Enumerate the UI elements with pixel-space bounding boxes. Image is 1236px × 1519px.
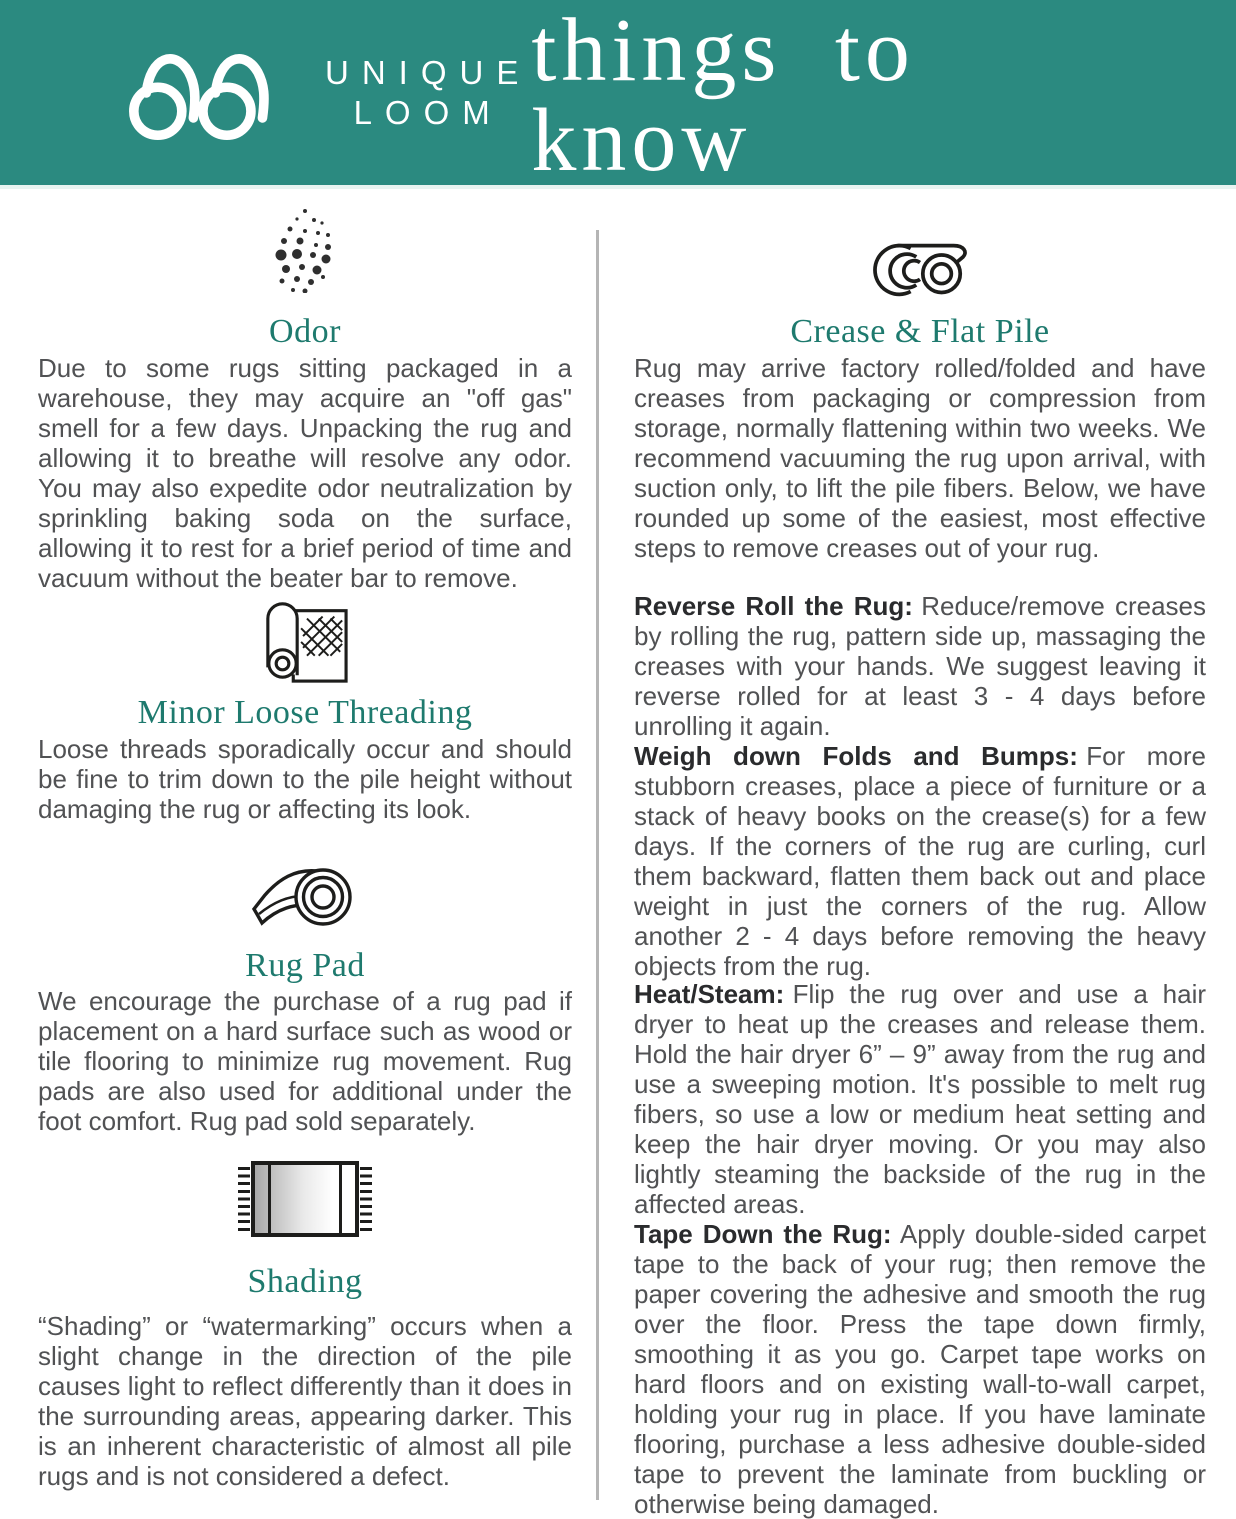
section-heading-rugpad: Rug Pad [245, 947, 365, 984]
rug-fringe-right [360, 1167, 372, 1231]
tip-body: Reduce/remove creases by rolling the rug, pattern side up, massaging the creases with your hands. We suggest leaving it reverse rolled for at least 3 - 4 days before unrolling it again. [634, 591, 1206, 741]
tip-heat-steam [634, 979, 1206, 1219]
tip-body: Apply double-sided carpet tape to the back of your rug; then remove the paper covering the adhesive and smooth the rug over the floor. Press the tape down firmly, smoothing it as you go. Carpet tape works on hard floors and on existing wall-to-wall carpet, holding your rug in place. If you have laminate flooring, purchase a less adhesive double-sided tape to prevent the laminate from buckling or otherwise being damaged. [634, 1219, 1207, 1519]
tip-body: For more stubborn creases, place a piece of furniture or a stack of heavy books on the crease(s) for a few days. If the corners of the rug are curling, curl them backward, flatten them back out and place weight in just the corners of the rug. Allow another 2 - 4 days before removing the heavy objects from the rug. [634, 741, 1206, 981]
tip-label: Weigh down Folds and Bumps: [634, 741, 1078, 771]
section-heading-crease: Crease & Flat Pile [790, 313, 1050, 350]
right-column [634, 189, 1207, 1519]
section-heading-threading: Minor Loose Threading [137, 694, 473, 731]
brand-line-2: LOOM [353, 93, 503, 131]
brand-logo [126, 45, 531, 141]
tip-weigh-down [634, 741, 1206, 981]
tip-label: Reverse Roll the Rug: [634, 591, 913, 621]
section-body-rugpad: We encourage the purchase of a rug pad if placement on a hard surface such as wood or tile flooring to minimize rug movement. Rug pads are also used for additional under the foot comfort. Rug pad sold separately. [38, 986, 572, 1136]
tip-label: Tape Down the Rug: [634, 1219, 892, 1249]
rolled-rug-thread-icon [38, 597, 572, 685]
tip-tape-down [634, 1219, 1206, 1519]
section-body-odor: Due to some rugs sitting packaged in a warehouse, they may acquire an "off gas" smell for a few days. Unpacking the rug and allowing it to breathe will resolve any odor. You may also expedite odor neutralization by sprinkling baking soda on the surface, allowing it to rest for a brief period of time and vacuum without the beater bar to remove. [38, 353, 572, 593]
left-column [38, 189, 572, 1500]
odor-dots-icon [38, 207, 572, 293]
brand-line-1: UNIQUE [325, 53, 532, 91]
rug-fringe-left [238, 1167, 250, 1231]
column-divider [596, 230, 599, 1500]
section-body-threading: Loose threads sporadically occur and should be fine to trim down to the pile height without damaging the rug or affecting its look. [38, 734, 572, 824]
section-body-shading: “Shading” or “watermarking” occurs when a slight change in the direction of the pile causes light to reflect differently than it does in the surrounding areas, appearing darker. This is an inherent characteristic of almost all pile rugs and is not considered a defect. [38, 1311, 572, 1491]
rug-pad-roll-icon [38, 851, 572, 945]
tip-reverse-roll [634, 591, 1206, 741]
section-heading-odor: Odor [269, 313, 341, 350]
section-heading-shading: Shading [247, 1263, 363, 1300]
tip-body: Flip the rug over and use a hair dryer to heat up the creases and release them. Hold the hair dryer 6” – 9” away from the rug and use a sweeping motion. It's possible to melt rug fibers, so use a low or medium heat setting and keep the hair dryer moving. Or you may also lightly steaming the backside of the rug in the affected areas. [634, 979, 1206, 1219]
header-banner [0, 0, 1236, 189]
shading-rug-icon [38, 1161, 572, 1237]
unique-loom-logo-icon [126, 45, 301, 141]
rug-body [251, 1161, 359, 1237]
tip-label: Heat/Steam: [634, 979, 785, 1009]
brand-name [325, 53, 531, 133]
section-body-crease-intro: Rug may arrive factory rolled/folded and have creases from packaging or compression from storage, normally flattening within two weeks. We recommend vacuuming the rug upon arrival, with suction only, to lift the pile fibers. Below, we have rounded up some of the easiest, most effective steps to remove creases out of your rug. [634, 353, 1206, 563]
page-title: things to know [531, 0, 915, 190]
crease-roll-icon [634, 241, 1206, 299]
